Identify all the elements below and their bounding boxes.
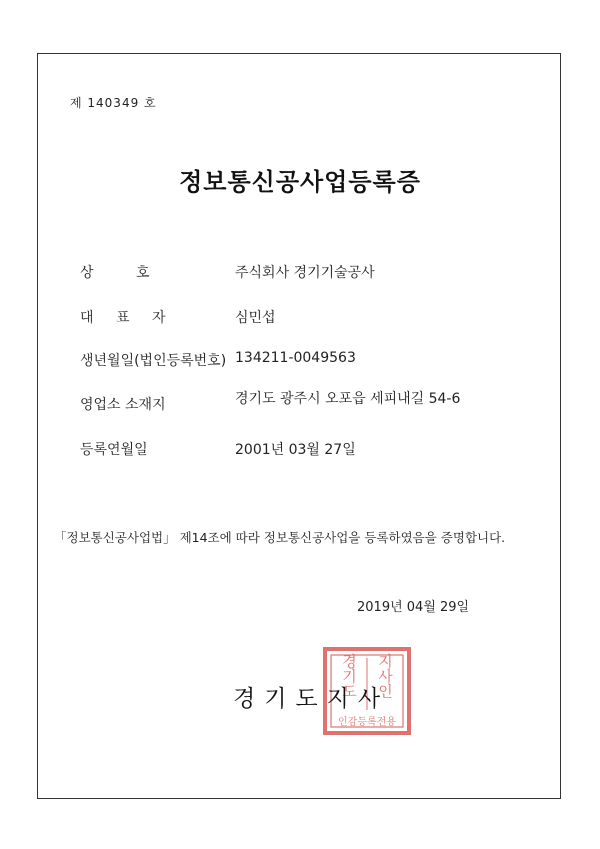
- seal-text-line-2: 지사인: [376, 653, 394, 699]
- field-label-office-address: 영업소 소재지: [80, 397, 166, 413]
- field-value-company: 주식회사 경기기술공사: [235, 265, 375, 281]
- issuer-name: 경기도지사: [233, 686, 390, 712]
- seal-text-bottom: 인감등록전용: [338, 717, 396, 728]
- field-value-registration-number: 134211-0049563: [235, 350, 356, 366]
- field-value-representative: 심민섭: [235, 310, 276, 326]
- document-number: 제 140349 호: [70, 96, 157, 110]
- field-label-representative: 대 표 자: [80, 310, 175, 326]
- field-value-registration-date: 2001년 03월 27일: [235, 442, 356, 458]
- field-value-office-address: 경기도 광주시 오포읍 세피내길 54-6: [235, 391, 461, 407]
- issue-date: 2019년 04월 29일: [357, 600, 470, 615]
- field-label-registration-number: 생년월일(법인등록번호): [80, 353, 227, 369]
- field-label-company: 상 호: [80, 265, 169, 281]
- seal-text-line-1: 경기도: [340, 653, 358, 699]
- field-label-registration-date: 등록연월일: [80, 442, 148, 458]
- certification-statement: 「정보통신공사업법」 제14조에 따라 정보통신공사업을 등록하였음을 증명합니다.: [54, 530, 506, 545]
- document-title: 정보통신공사업등록증: [179, 168, 421, 196]
